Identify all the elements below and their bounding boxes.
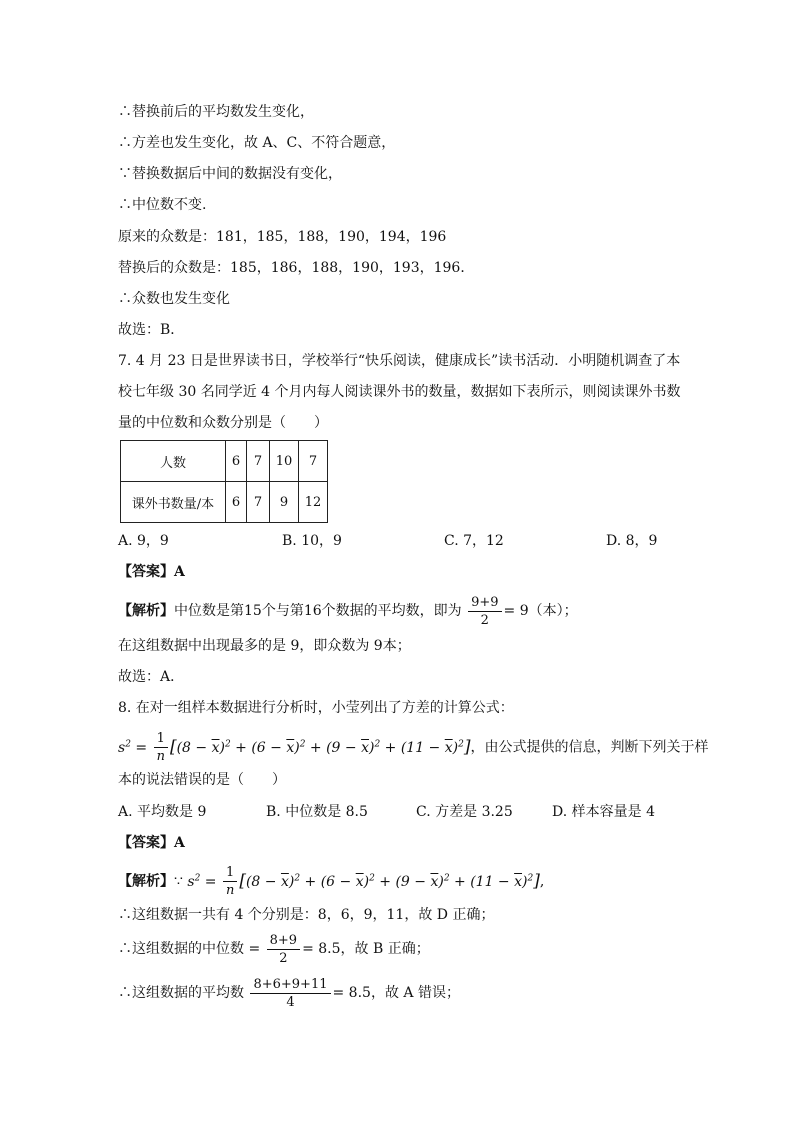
analysis-label: 【解析】 <box>118 603 174 619</box>
formula-tail: ，由公式提供的信息，判断下列关于样 <box>470 739 709 756</box>
table-cell: 7 <box>299 441 328 482</box>
q8-stem-line: 8. 在对一组样本数据进行分析时，小莹列出了方差的计算公式： <box>118 700 514 716</box>
q8-analysis-line: 【解析】∵ $s^2$ = $\frac{1}{n}$ $[(8 - \overline{x})^2 + (6 - \overline{x})^2 + (9 - \overline{x})^2 + (11 - \overline{x})^2]$, <box>118 865 545 899</box>
analysis-tail: = 8.5，故 A 错误； <box>332 985 460 1001</box>
q8-stem-line: 本的说法错误的是（ ） <box>118 772 286 788</box>
option-b: B. 10，9 <box>282 533 342 549</box>
variance-formula: $s^2$ = $\frac{1}{n}$ $[(8 - \overline{x})^2 + (6 - \overline{x})^2 + (9 - \overline{x})^2 + (11 - \overline{x})^2]$ <box>187 865 540 899</box>
q7-answer: 【答案】A <box>118 564 185 580</box>
q8-answer: 【答案】A <box>118 835 185 851</box>
option-a: A. 平均数是 9 <box>118 804 207 820</box>
q8-analysis-line-3 <box>118 930 430 968</box>
text-line: ∴众数也发生变化 <box>118 291 230 307</box>
text-line: ∴方差也发生变化，故 A、C、不符合题意， <box>118 135 396 151</box>
table-cell: 人数 <box>121 441 226 482</box>
option-c: C. 方差是 3.25 <box>416 804 513 820</box>
text-line: 故选：B． <box>118 322 185 338</box>
analysis-label: 【解析】 <box>118 873 174 890</box>
option-d: D. 样本容量是 4 <box>552 804 655 820</box>
fraction-numerator: 8+9 <box>267 932 300 950</box>
q8-formula-line <box>118 726 708 766</box>
table-row <box>121 482 328 523</box>
table-cell: 10 <box>270 441 299 482</box>
analysis-text: ∴这组数据的中位数 = <box>118 941 261 957</box>
analysis-text: 中位数是第15个与第16个数据的平均数，即为 <box>174 603 462 619</box>
text-line: ∴中位数不变. <box>118 197 207 213</box>
fraction-numerator: 8+6+9+11 <box>250 976 330 994</box>
table-cell: 7 <box>247 482 270 523</box>
q7-choose: 故选：A． <box>118 669 185 685</box>
option-c: C. 7，12 <box>444 533 504 549</box>
option-b: B. 中位数是 8.5 <box>266 804 368 820</box>
table-row <box>121 441 328 482</box>
q8-analysis-line-4 <box>118 974 460 1012</box>
table-cell: 12 <box>299 482 328 523</box>
text-line: ∵替换数据后中间的数据没有变化， <box>118 166 342 182</box>
q7-data-table <box>120 440 328 523</box>
table-cell: 6 <box>226 482 247 523</box>
fraction <box>267 932 300 967</box>
table-cell: 7 <box>247 441 270 482</box>
text-line: 原来的众数是：181，185，188，190，194，196 <box>118 229 447 245</box>
fraction-denominator: 2 <box>279 950 288 966</box>
q7-stem-line: 7. 4 月 23 日是世界读书日，学校举行“快乐阅读，健康成长”读书活动．小明随机调查了本 <box>118 353 681 369</box>
option-d: D. 8，9 <box>606 533 658 549</box>
analysis-tail: = 9（本）； <box>503 603 578 619</box>
q8-options <box>118 802 678 822</box>
fraction-denominator: 4 <box>286 994 295 1010</box>
q8-analysis-line-2: ∴这组数据一共有 4 个分别是：8，6，9，11，故 D 正确； <box>118 907 495 923</box>
q7-options <box>118 531 678 551</box>
q7-stem-line: 量的中位数和众数分别是（ ） <box>118 415 328 431</box>
q7-stem-line: 校七年级 30 名同学近 4 个月内每人阅读课外书的数量，数据如下表所示，则阅读课外书数 <box>118 384 681 400</box>
text-line: 替换后的众数是：185，186，188，190，193，196． <box>118 260 475 276</box>
variance-formula: $s^2$ = $\frac{1}{n}$ $[(8 - \overline{x})^2 + (6 - \overline{x})^2 + (9 - \overline{x})^2 + (11 - \overline{x})^2]$ <box>118 731 471 765</box>
fraction-denominator: 2 <box>480 612 489 628</box>
because-symbol: ∵ <box>174 873 183 890</box>
text-line: ∴替换前后的平均数发生变化， <box>118 104 314 120</box>
q7-analysis-line <box>118 592 578 630</box>
table-cell: 9 <box>270 482 299 523</box>
table-cell: 课外书数量/本 <box>121 482 226 523</box>
table-cell: 6 <box>226 441 247 482</box>
analysis-text: ∴这组数据的平均数 <box>118 985 244 1001</box>
fraction-numerator: 9+9 <box>468 594 501 612</box>
q7-analysis-line-2: 在这组数据中出现最多的是 9，即众数为 9本； <box>118 638 411 654</box>
option-a: A. 9，9 <box>118 533 169 549</box>
fraction <box>468 594 501 629</box>
fraction <box>250 976 330 1011</box>
analysis-tail: = 8.5，故 B 正确； <box>302 941 430 957</box>
